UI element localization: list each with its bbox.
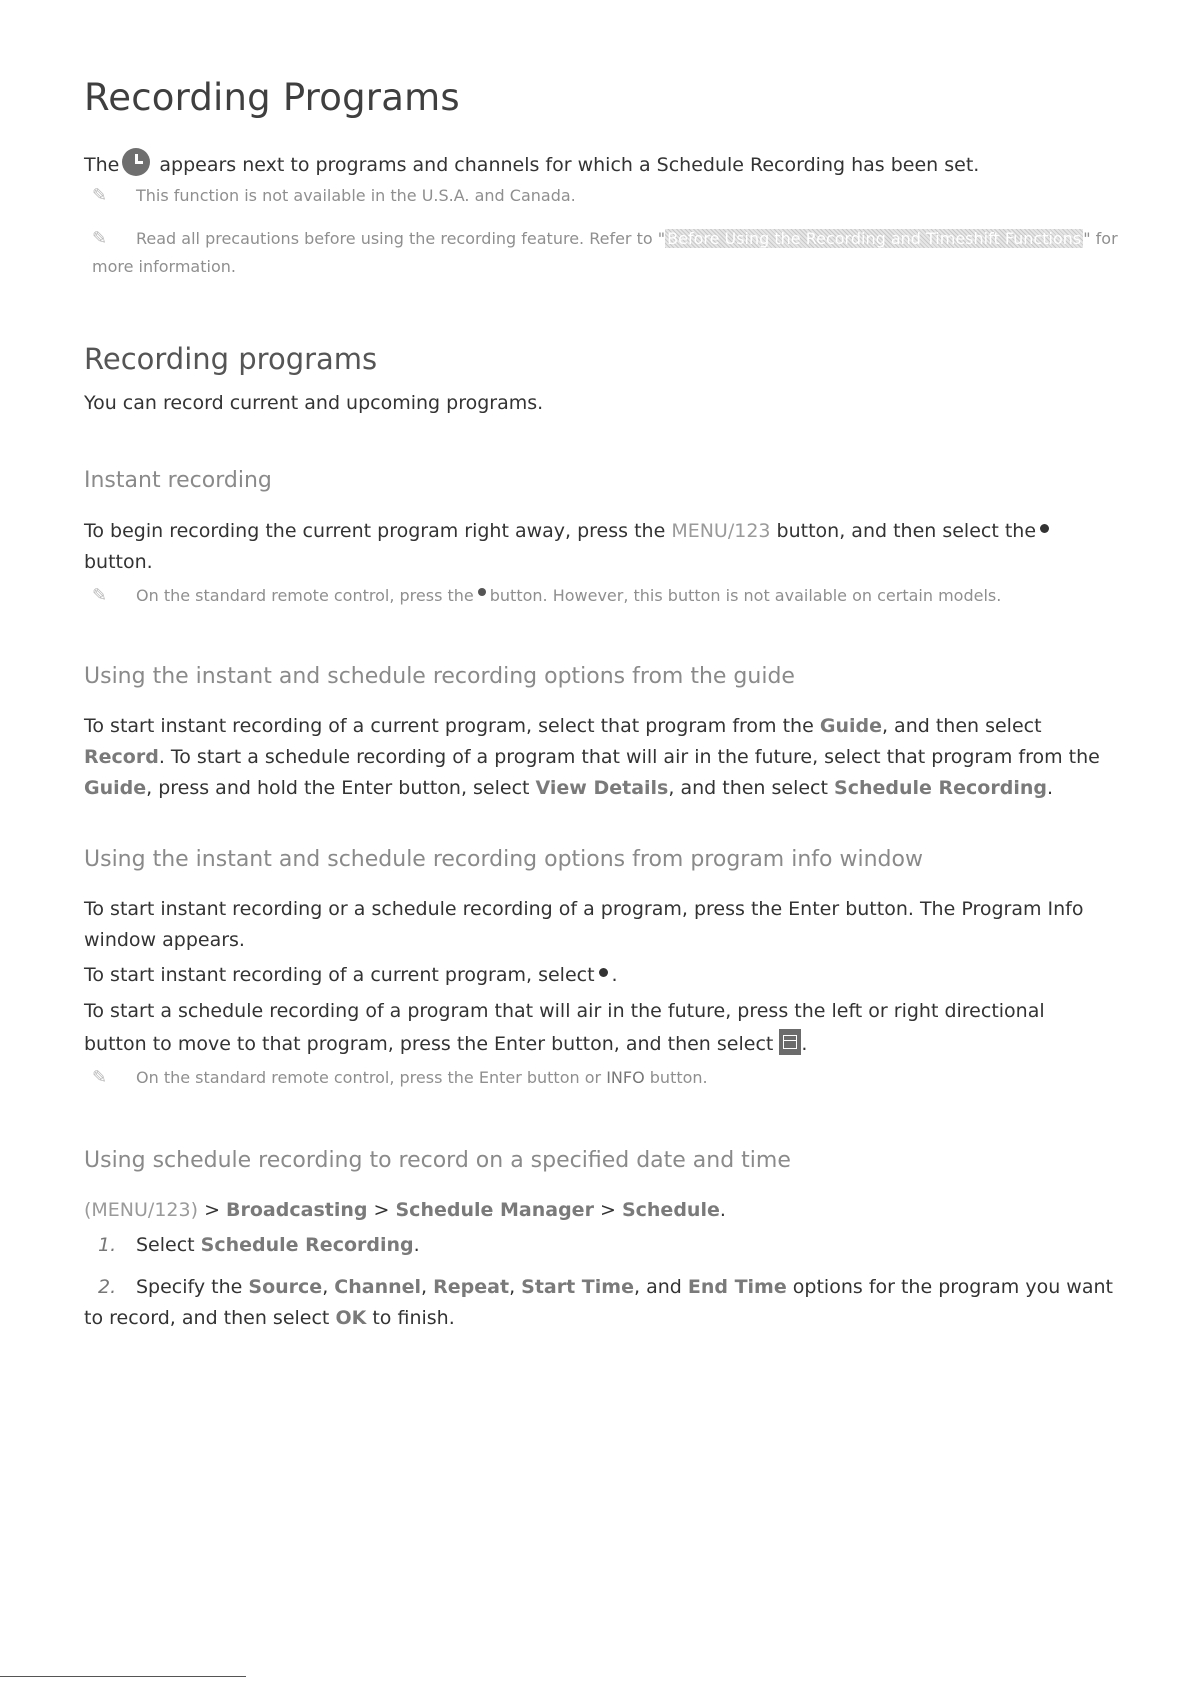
pencil-icon: ✎ xyxy=(92,1067,108,1088)
note-text-end: button. xyxy=(649,1068,708,1087)
guide-text-5: , and then select xyxy=(668,777,828,799)
keyword-record: Record xyxy=(84,746,159,768)
note-standard-remote xyxy=(92,582,1122,610)
step-1 xyxy=(84,1230,1124,1261)
info-text-2: To start instant recording of a current program, select xyxy=(84,964,595,986)
note-text: On the standard remote control, press the xyxy=(136,586,474,605)
info-text-3: To start a schedule recording of a program that will air in the future, press the left or right directional button to move to that program, press the Enter button, and then select xyxy=(84,1000,1045,1055)
keyword-schedule-recording: Schedule Recording xyxy=(834,777,1047,799)
guide-heading: Using the instant and schedule recording options from the guide xyxy=(84,664,795,689)
section-title: Recording programs xyxy=(84,342,378,376)
record-dot-icon xyxy=(1040,524,1049,533)
intro-text-end: appears next to programs and channels for which a Schedule Recording has been set. xyxy=(159,154,980,176)
step-number: 1. xyxy=(98,1234,117,1256)
step-text: Select xyxy=(136,1234,195,1256)
keyword-schedule-recording: Schedule Recording xyxy=(200,1234,414,1256)
info-window-heading: Using the instant and schedule recording options from program info window xyxy=(84,847,923,872)
instant-text-2: button, and then select the xyxy=(776,520,1037,542)
note-precautions xyxy=(92,225,1122,281)
precautions-link[interactable]: Before Using the Recording and Timeshift Functions xyxy=(667,229,1082,248)
info-text-2-end: . xyxy=(611,964,618,986)
keyword-end-time: End Time xyxy=(687,1276,787,1298)
path-broadcasting: Broadcasting xyxy=(226,1199,368,1221)
step-number: 2. xyxy=(98,1276,117,1298)
record-dot-icon xyxy=(599,968,608,977)
note-availability xyxy=(92,182,1122,210)
guide-text-4: , press and hold the Enter button, select xyxy=(146,777,530,799)
clock-icon xyxy=(122,148,150,176)
keyword-source: Source xyxy=(248,1276,323,1298)
keyword-channel: Channel xyxy=(334,1276,422,1298)
pencil-icon: ✎ xyxy=(92,228,108,249)
keyword-guide: Guide xyxy=(819,715,882,737)
path-separator: > xyxy=(373,1199,390,1221)
menu-path xyxy=(84,1195,1104,1226)
footer-rule xyxy=(0,1676,246,1677)
guide-text-3: . To start a schedule recording of a program that will air in the future, select that program from the xyxy=(158,746,1100,768)
record-dot-icon xyxy=(478,588,486,596)
note-info-button xyxy=(92,1064,1122,1092)
info-text-3-end: . xyxy=(801,1033,808,1055)
instant-recording-heading: Instant recording xyxy=(84,468,272,493)
schedule-recording-icon xyxy=(779,1029,801,1055)
specified-date-heading: Using schedule recording to record on a specified date and time xyxy=(84,1148,791,1173)
guide-text-6: . xyxy=(1046,777,1054,799)
step-text-and: and xyxy=(646,1276,682,1298)
menu-123-label: MENU/123 xyxy=(671,520,771,542)
path-separator: > xyxy=(599,1199,616,1221)
step-text-end: . xyxy=(413,1234,420,1256)
keyword-guide: Guide xyxy=(84,777,147,799)
path-separator: > xyxy=(204,1199,220,1221)
step-text-3: to finish. xyxy=(372,1307,455,1329)
keyword-info: INFO xyxy=(606,1068,645,1087)
step-text-2: options for the program you want to record, and then select xyxy=(84,1276,1113,1329)
page-title: Recording Programs xyxy=(84,76,460,119)
intro-text-start: The xyxy=(84,154,120,176)
step-2: 2. Specify the Source, Channel, Repeat, Start Time, and End Time options for the program you want to record, and then select OK to finish. xyxy=(84,1272,1124,1334)
pencil-icon: ✎ xyxy=(92,585,108,606)
keyword-repeat: Repeat xyxy=(433,1276,510,1298)
intro-paragraph xyxy=(84,148,1104,181)
keyword-view-details: View Details xyxy=(535,777,669,799)
keyword-ok: OK xyxy=(335,1307,367,1329)
path-end: . xyxy=(719,1199,726,1221)
guide-text-1: To start instant recording of a current program, select that program from the xyxy=(84,715,814,737)
instant-text-1: To begin recording the current program right away, press the xyxy=(84,520,666,542)
pencil-icon: ✎ xyxy=(92,185,108,206)
guide-text-2: , and then select xyxy=(881,715,1042,737)
instant-recording-paragraph xyxy=(84,516,1104,578)
path-schedule: Schedule xyxy=(621,1199,720,1221)
note-text-end: button. However, this button is not available on certain models. xyxy=(489,586,1002,605)
keyword-start-time: Start Time xyxy=(521,1276,634,1298)
path-schedule-manager: Schedule Manager xyxy=(395,1199,594,1221)
info-paragraph-1: To start instant recording or a schedule recording of a program, press the Enter button. The Program Info window appears. xyxy=(84,898,1084,951)
menu-123-label: (MENU/123) xyxy=(84,1199,199,1221)
step-text: Specify the xyxy=(136,1276,243,1298)
note-text: Read all precautions before using the recording feature. Refer to " xyxy=(136,229,666,248)
instant-text-3: button. xyxy=(84,551,153,573)
guide-paragraph xyxy=(84,711,1104,804)
note-text-end: " for more information. xyxy=(92,229,1118,276)
note-text: On the standard remote control, press the Enter button or xyxy=(136,1068,602,1087)
note-text: This function is not available in the U.S.A. and Canada. xyxy=(136,186,576,205)
section-body: You can record current and upcoming programs. xyxy=(84,392,544,414)
info-paragraph-3 xyxy=(84,995,1104,1061)
info-paragraph-2 xyxy=(84,960,1104,991)
